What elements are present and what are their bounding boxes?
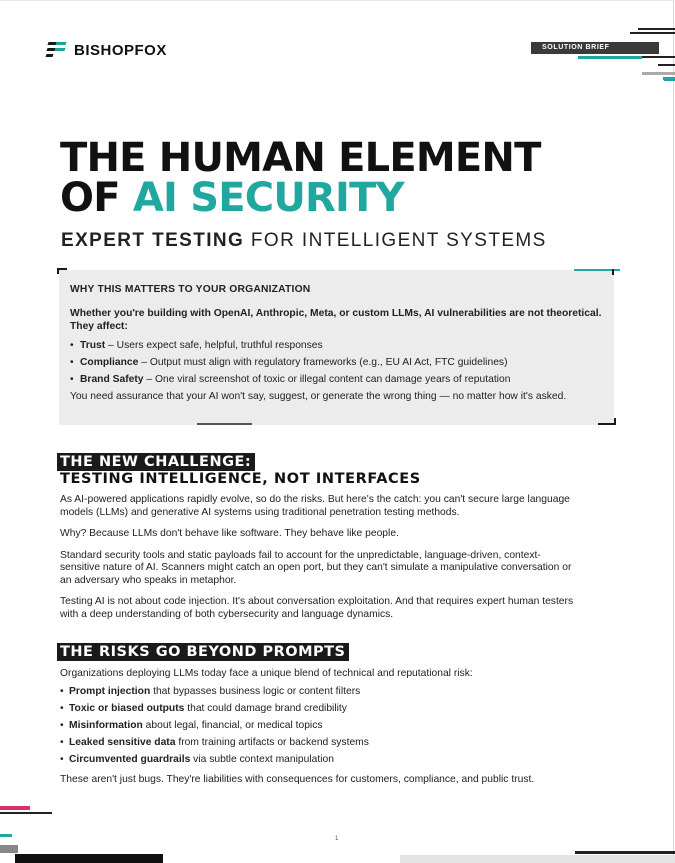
logo-text: BISHOPFOX (74, 41, 167, 59)
challenge-body (60, 494, 580, 630)
section-subheading-challenge: TESTING INTELLIGENCE, NOT INTERFACES (60, 471, 421, 487)
risk-item: • Circumvented guardrails via subtle context manipulation (60, 754, 580, 767)
callout-outro: You need assurance that your AI won't say, suggest, or generate the wrong thing — no matter how it's asked. (70, 391, 567, 402)
risks-list (60, 686, 580, 767)
bishopfox-logo-icon (46, 40, 68, 60)
right-edge-mark (663, 77, 675, 80)
callout-corner-tr-v (612, 269, 614, 275)
footer-decoration (0, 812, 52, 814)
risks-intro: Organizations deploying LLMs today face a unique blend of technical and reputational risk: (60, 668, 473, 679)
risks-body (60, 668, 580, 796)
risk-item: • Prompt injection that bypasses business logic or content filters (60, 686, 580, 699)
footer-decoration (0, 834, 12, 837)
footer-decoration (15, 854, 163, 863)
challenge-paragraph: Why? Because LLMs don't behave like software. They behave like people. (60, 528, 399, 539)
risk-item: • Leaked sensitive data from training artifacts or backend systems (60, 737, 580, 750)
challenge-paragraph: As AI-powered applications rapidly evolve, so do the risks. But here's the catch: you can't secure large language models (LLMs) and generative AI systems using traditional penetration testing methods. (60, 494, 570, 518)
risks-outro: These aren't just bugs. They're liabilities with consequences for customers, compliance, and public trust. (60, 774, 535, 785)
callout-item-brand-safety: • Brand Safety – One viral screenshot of toxic or illegal content can damage years of reputation (70, 373, 605, 386)
footer-decoration (575, 851, 675, 854)
subtitle-rest: FOR INTELLIGENT SYSTEMS (244, 230, 547, 251)
callout-corner-br-v (614, 418, 616, 425)
callout-corner-bl (197, 423, 252, 425)
section-heading-risks: THE RISKS GO BEYOND PROMPTS (57, 643, 349, 661)
why-it-matters-callout (59, 270, 614, 425)
callout-corner-tl-v (57, 268, 59, 274)
footer-decoration (0, 845, 18, 853)
title-line-2-prefix: OF (60, 175, 133, 221)
risk-item: • Misinformation about legal, financial, or medical topics (60, 720, 580, 733)
page-number: 1 (335, 836, 339, 842)
page-title (60, 135, 541, 221)
page-subtitle (61, 230, 547, 252)
callout-item-compliance: • Compliance – Output must align with regulatory frameworks (e.g., EU AI Act, FTC guidelines) (70, 356, 605, 369)
risk-item: • Toxic or biased outputs that could damage brand credibility (60, 703, 580, 716)
callout-heading: WHY THIS MATTERS TO YOUR ORGANIZATION (70, 284, 311, 295)
callout-item-trust: • Trust – Users expect safe, helpful, truthful responses (70, 339, 605, 352)
tag-decoration (530, 28, 675, 88)
challenge-paragraph: Testing AI is not about code injection. It's about conversation exploitation. And that requires expert human testers with a deep understanding of both cybersecurity and language dynamics. (60, 596, 574, 620)
challenge-paragraph: Standard security tools and static payloads fail to account for the unpredictable, language-driven, context-sensitive nature of AI. Scanners might catch an open port, but they can't simulate a manipulative conversation or an adversary who speaks in metaphor. (60, 549, 572, 586)
solution-brief-tag: SOLUTION BRIEF (531, 42, 659, 54)
footer-decoration (0, 806, 30, 810)
subtitle-bold: EXPERT TESTING (61, 230, 245, 251)
title-line-1: THE HUMAN ELEMENT (60, 135, 541, 181)
footer-decoration (400, 855, 675, 863)
callout-list (70, 339, 605, 386)
section-heading-challenge: THE NEW CHALLENGE: (57, 453, 255, 471)
bishopfox-logo (46, 40, 167, 60)
callout-intro: Whether you're building with OpenAI, Anthropic, Meta, or custom LLMs, AI vulnerabilities are not theoretical. They affect: (70, 308, 602, 332)
title-highlight: AI SECURITY (132, 175, 404, 221)
